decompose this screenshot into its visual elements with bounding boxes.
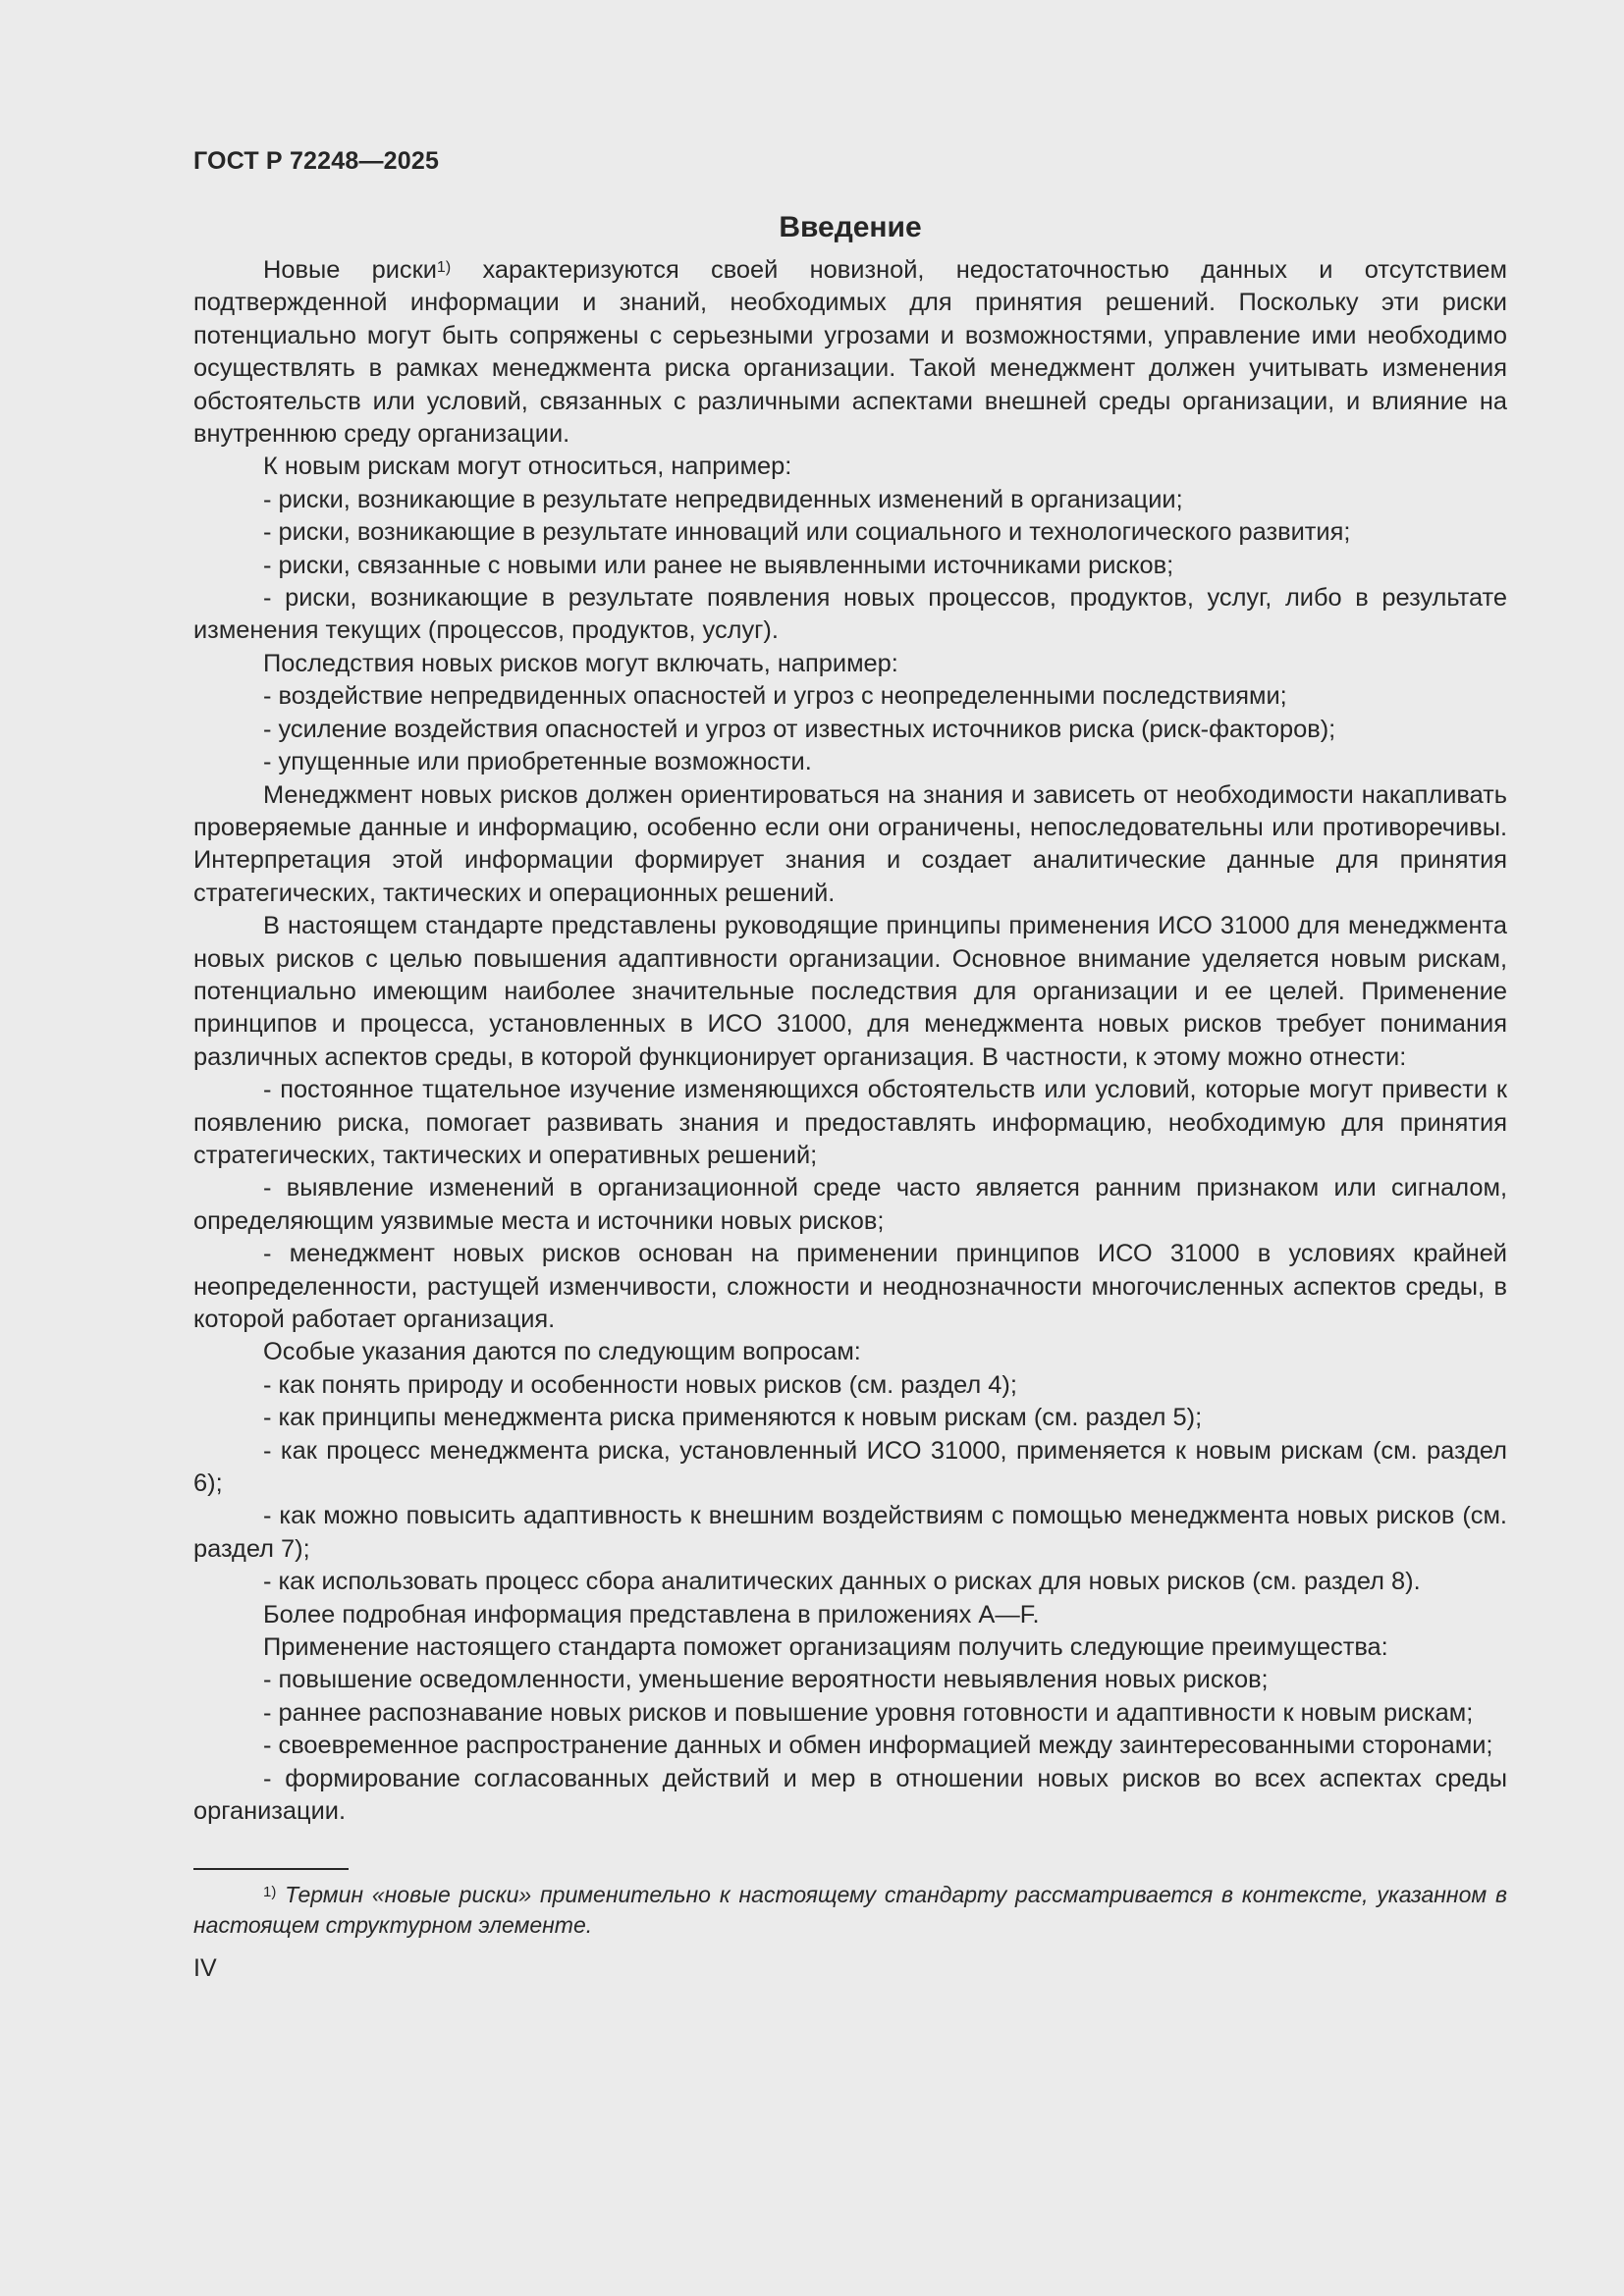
paragraph: Последствия новых рисков могут включать, например: [263,649,898,677]
section-title: Введение [779,211,922,243]
intro-text: характеризуются своей новизной, недостаточностью данных и отсутствием подтвержденной информации и знаний, необходимых для принятия решений. Поскольку эти риски потенциально могут быть сопряжены с серьезными угрозами и возможностями, управление ими необходимо осуществлять в рамках менеджмента риска организации. Такой менеджмент должен учитывать изменения обстоятельств или условий, связанных с различными аспектами внешней среды организации, и влияние на внутреннюю среду организации. [193,256,1508,449]
paragraph: Более подробная информация представлена в приложениях А—F. [263,1600,1040,1629]
list-item: - как можно повысить адаптивность к внешним воздействиям с помощью менеджмента новых рисков (см. раздел 7); [193,1502,1507,1563]
list-item: - своевременное распространение данных и обмен информацией между заинтересованными сторонами; [263,1732,1493,1760]
footnote [193,1880,1507,1941]
footnote-divider [193,1868,349,1870]
list-item: - упущенные или приобретенные возможности. [263,748,812,776]
list-item: - как понять природу и особенности новых рисков (см. раздел 4); [263,1370,1017,1399]
body-text [193,254,1507,1829]
paragraph: К новым рискам могут относиться, например: [263,453,792,481]
list-item: - постоянное тщательное изучение изменяющихся обстоятельств или условий, которые могут привести к появлению риска, помогает развивать знания и предоставлять информацию, необходимую для принятия стратегических, тактических и оперативных решений; [193,1076,1507,1169]
paragraph: Применение настоящего стандарта поможет организациям получить следующие преимущества: [263,1633,1388,1662]
list-item: - усиление воздействия опасностей и угроз от известных источников риска (риск-факторов); [263,715,1336,743]
list-item: - риски, связанные с новыми или ранее не выявленными источниками рисков; [263,551,1174,579]
list-item: - риски, возникающие в результате инноваций или социального и технологического развития; [263,518,1351,547]
list-item: - риски, возникающие в результате появления новых процессов, продуктов, услуг, либо в результате изменения текущих (процессов, продуктов, услуг). [193,584,1507,645]
footnote-marker: 1) [263,1883,277,1900]
list-item: - воздействие непредвиденных опасностей и угроз с неопределенными последствиями; [263,682,1287,711]
list-item: - риски, возникающие в результате непредвиденных изменений в организации; [263,485,1183,513]
footnote-reference: 1) [436,259,452,276]
paragraph: Особые указания даются по следующим вопросам: [263,1338,861,1366]
document-id: ГОСТ Р 72248—2025 [193,147,440,175]
list-item: - менеджмент новых рисков основан на применении принципов ИСО 31000 в условиях крайней неопределенности, растущей изменчивости, сложности и неоднозначности многочисленных аспектов среды, в которой работает организация. [193,1240,1507,1333]
intro-lead: Новые риски [263,256,437,284]
list-item: - раннее распознавание новых рисков и повышение уровня готовности и адаптивности к новым рискам; [263,1698,1474,1727]
list-item: - формирование согласованных действий и мер в отношении новых рисков во всех аспектах среды организации. [193,1764,1507,1826]
list-item: - повышение осведомленности, уменьшение вероятности невыявления новых рисков; [263,1666,1269,1694]
intro-paragraph [193,254,1507,451]
list-item: - выявление изменений в организационной среде часто является ранним признаком или сигналом, определяющим уязвимые места и источники новых рисков; [193,1174,1507,1235]
list-item: - как процесс менеджмента риска, установленный ИСО 31000, применяется к новым рискам (см. раздел 6); [193,1436,1507,1498]
paragraph: Менеджмент новых рисков должен ориентироваться на знания и зависеть от необходимости накапливать проверяемые данные и информацию, особенно если они ограничены, непоследовательны или противоречивы. Интерпретация этой информации формирует знания и создает аналитические данные для принятия стратегических, тактических и операционных решений. [193,780,1507,907]
paragraph: В настоящем стандарте представлены руководящие принципы применения ИСО 31000 для менеджмента новых рисков с целью повышения адаптивности организации. Основное внимание уделяется новым рискам, потенциально имеющим наиболее значительные последствия для организации и ее целей. Применение принципов и процесса, установленных в ИСО 31000, для менеджмента новых рисков требует понимания различных аспектов среды, в которой функционирует организация. В частности, к этому можно отнести: [193,912,1507,1071]
document-page [193,147,1507,1983]
list-item: - как принципы менеджмента риска применяются к новым рискам (см. раздел 5); [263,1404,1203,1432]
list-item: - как использовать процесс сбора аналитических данных о рисках для новых рисков (см. раздел 8). [263,1568,1421,1596]
footnote-text: Термин «новые риски» применительно к настоящему стандарту рассматривается в контексте, указанном в настоящем структурном элементе. [193,1881,1507,1938]
page-number: IV [193,1953,217,1982]
